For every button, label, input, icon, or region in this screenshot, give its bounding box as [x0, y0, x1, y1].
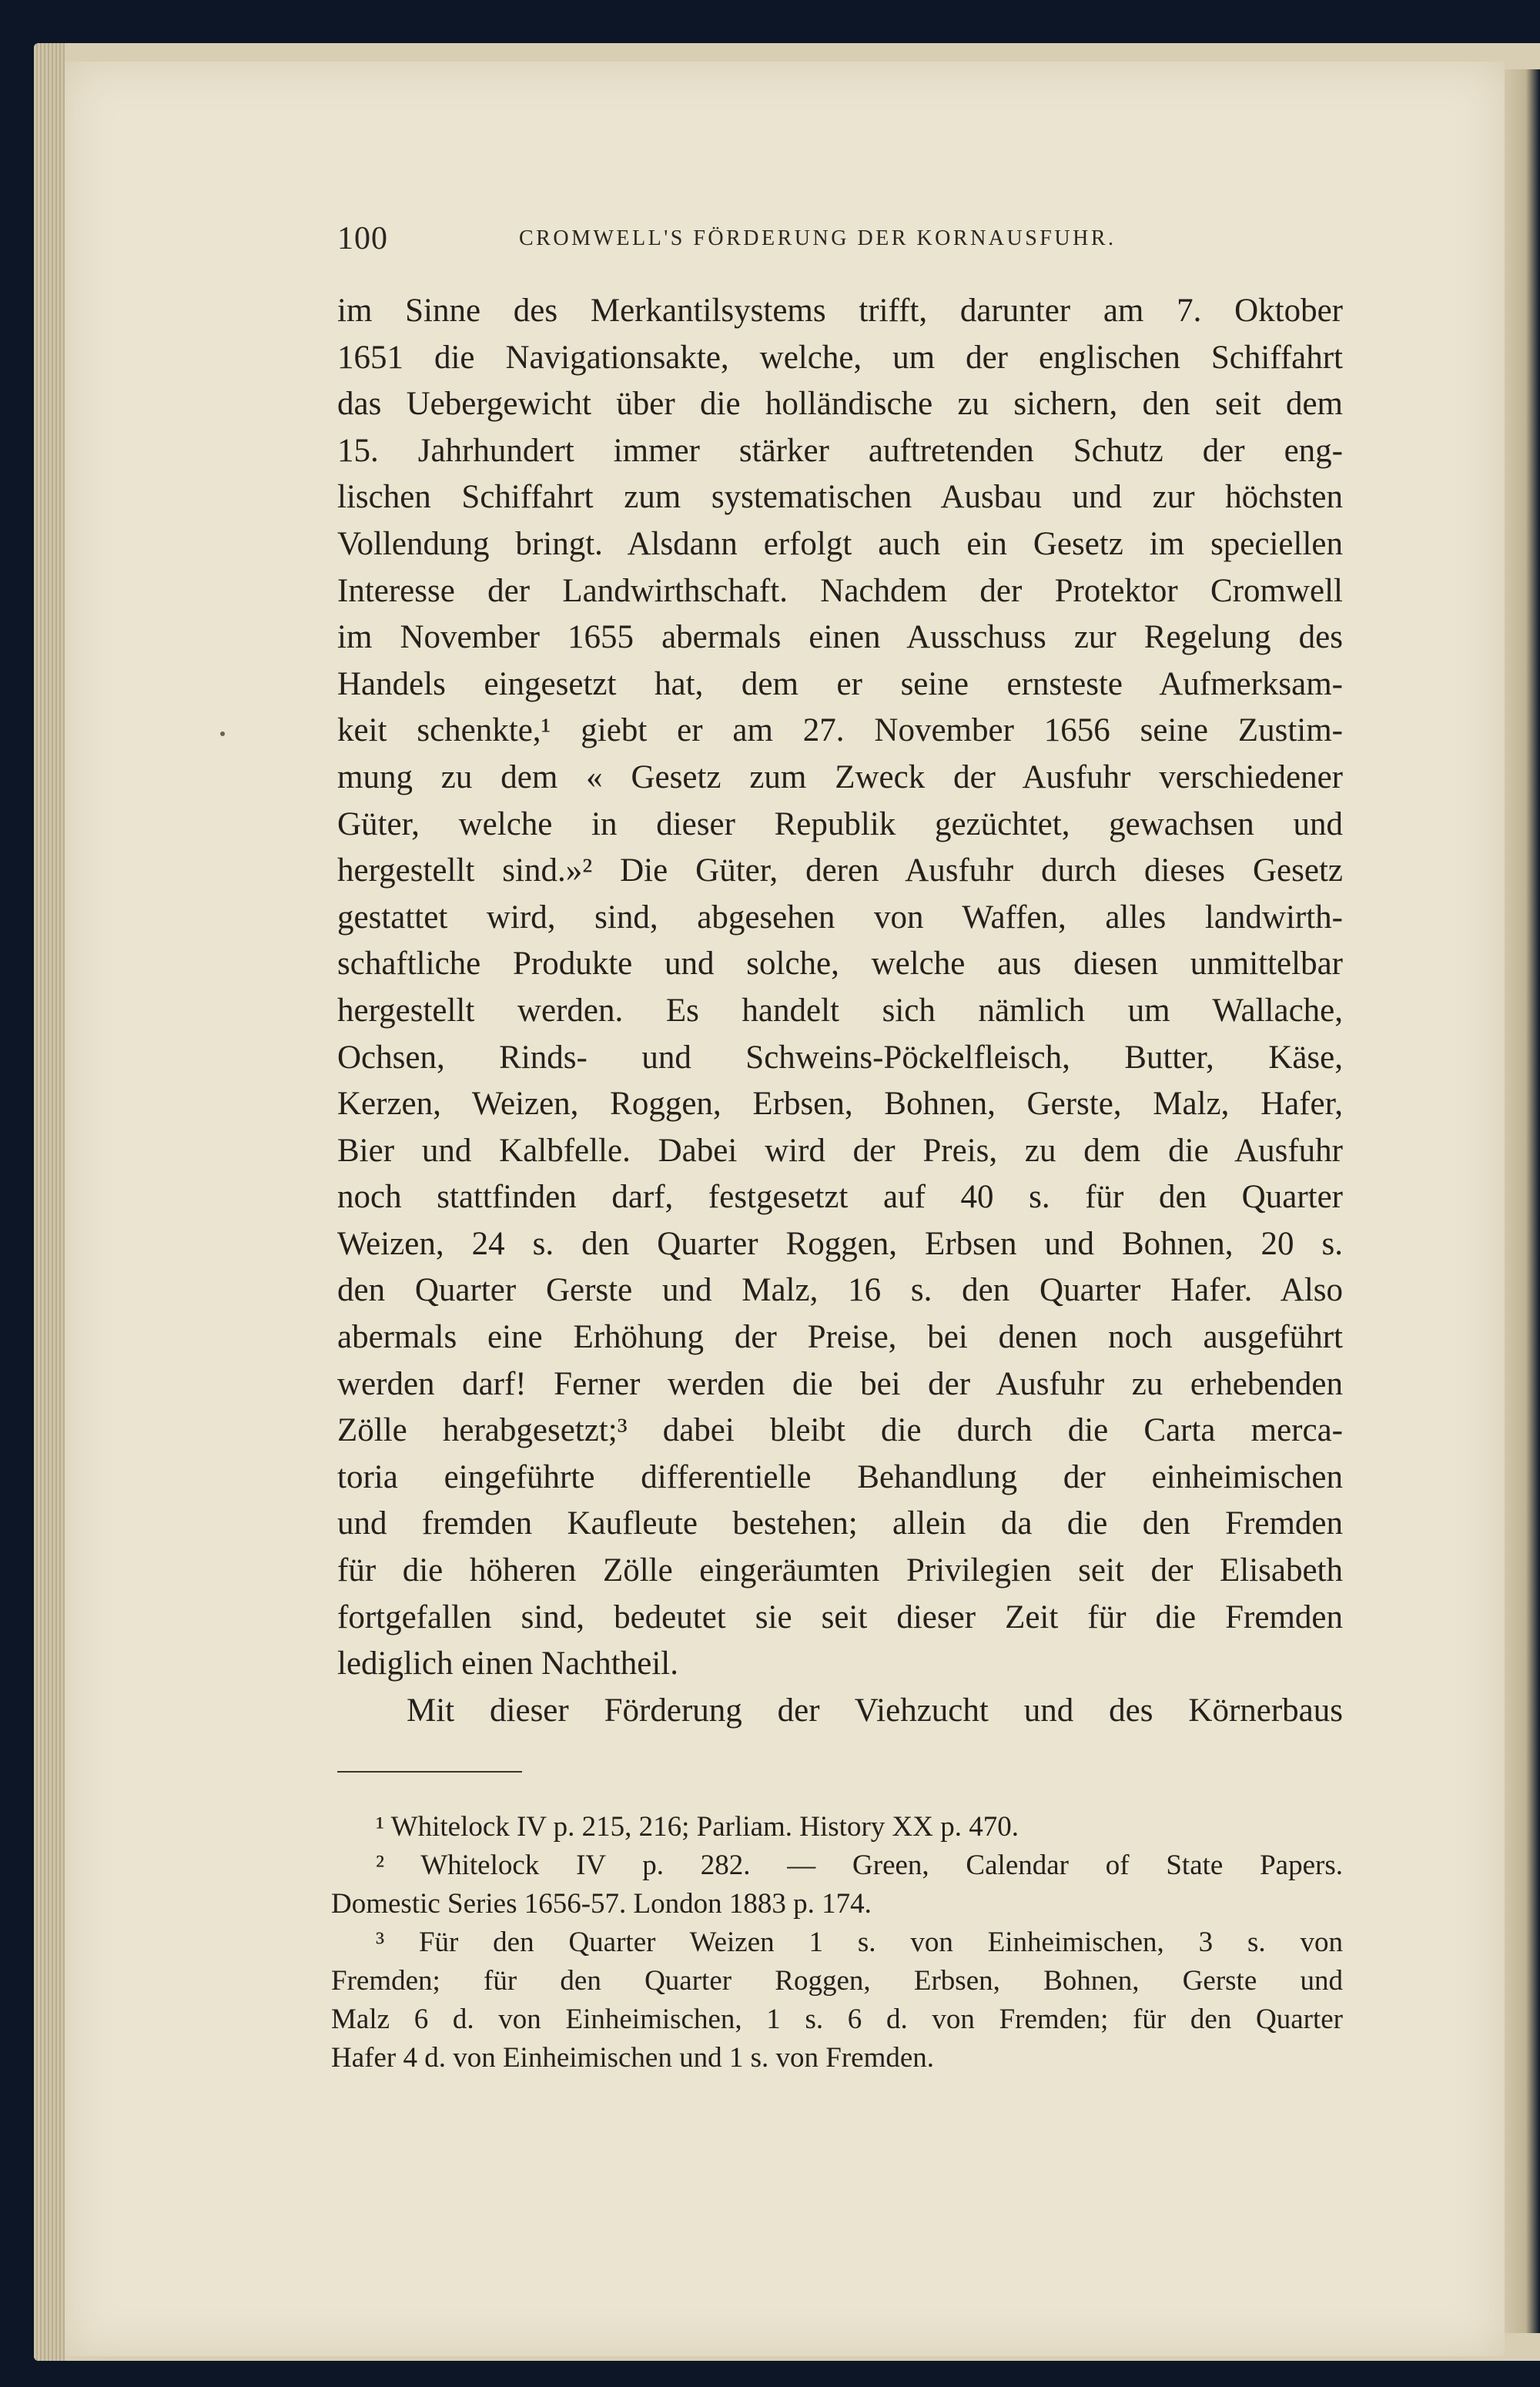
footnote-line: Malz 6 d. von Einheimischen, 1 s. 6 d. von Fremden; für den Quarter — [331, 2004, 1343, 2035]
footnote-rule — [337, 1771, 522, 1773]
text-line: Kerzen, Weizen, Roggen, Erbsen, Bohnen, Gerste, Malz, Hafer, — [337, 1086, 1343, 1123]
footnote-line: ¹ Whitelock IV p. 215, 216; Parliam. History XX p. 470. — [376, 1811, 1019, 1843]
paper-spot — [220, 732, 225, 736]
text-line: Vollendung bringt. Alsdann erfolgt auch ein Gesetz im speciellen — [337, 525, 1343, 562]
text-line: fortgefallen sind, bedeutet sie seit dieser Zeit für die Fremden — [337, 1599, 1343, 1635]
text-line: das Uebergewicht über die holländische zu sichern, den seit dem — [337, 386, 1343, 423]
body-text — [337, 288, 1343, 1734]
text-line: lediglich einen Nachtheil. — [337, 1645, 678, 1682]
text-line: 1651 die Navigationsakte, welche, um der englischen Schiffahrt — [337, 339, 1343, 376]
footnote-line: ³ Für den Quarter Weizen 1 s. von Einheimischen, 3 s. von — [376, 1927, 1343, 1958]
text-line: Interesse der Landwirthschaft. Nachdem der Protektor Cromwell — [337, 572, 1343, 609]
running-title: CROMWELL'S FÖRDERUNG DER KORNAUSFUHR. — [519, 226, 1116, 250]
text-line: 15. Jahrhundert immer stärker auftretenden Schutz der eng- — [337, 432, 1343, 469]
text-line: und fremden Kaufleute bestehen; allein da die den Fremden — [337, 1505, 1343, 1542]
text-line: für die höheren Zölle eingeräumten Privilegien seit der Elisabeth — [337, 1552, 1343, 1589]
page-number: 100 — [337, 221, 388, 256]
footnote-line: ² Whitelock IV p. 282. — Green, Calendar of State Papers. — [376, 1850, 1343, 1881]
text-line: den Quarter Gerste und Malz, 16 s. den Quarter Hafer. Also — [337, 1272, 1343, 1309]
text-line: lischen Schiffahrt zum systematischen Ausbau und zur höchsten — [337, 479, 1343, 516]
text-line: hergestellt sind.»² Die Güter, deren Ausfuhr durch dieses Gesetz — [337, 852, 1343, 889]
text-line: mung zu dem « Gesetz zum Zweck der Ausfuhr verschiedener — [337, 758, 1343, 795]
text-line: Ochsen, Rinds- und Schweins-Pöckelfleisch, Butter, Käse, — [337, 1039, 1343, 1076]
text-line: toria eingeführte differentielle Behandlung der einheimischen — [337, 1458, 1343, 1495]
running-head — [337, 220, 1377, 259]
text-line: Zölle herabgesetzt;³ dabei bleibt die durch die Carta merca- — [337, 1412, 1343, 1449]
footnotes — [331, 1808, 1343, 2077]
footnote-line: Domestic Series 1656-57. London 1883 p. 174. — [331, 1888, 872, 1920]
text-line: Güter, welche in dieser Republik gezüchtet, gewachsen und — [337, 805, 1343, 842]
text-line: Weizen, 24 s. den Quarter Roggen, Erbsen und Bohnen, 20 s. — [337, 1225, 1343, 1262]
text-line: im Sinne des Merkantilsystems trifft, darunter am 7. Oktober — [337, 293, 1343, 329]
book-gutter — [1505, 69, 1540, 2333]
text-line: im November 1655 abermals einen Ausschuss zur Regelung des — [337, 619, 1343, 656]
text-line: Bier und Kalbfelle. Dabei wird der Preis, zu dem die Ausfuhr — [337, 1132, 1343, 1169]
text-line: werden darf! Ferner werden die bei der Ausfuhr zu erhebenden — [337, 1365, 1343, 1402]
text-line: noch stattfinden darf, festgesetzt auf 40 s. für den Quarter — [337, 1179, 1343, 1216]
text-line: keit schenkte,¹ giebt er am 27. November 1656 seine Zustim- — [337, 712, 1343, 749]
text-line: abermals eine Erhöhung der Preise, bei denen noch ausgeführt — [337, 1319, 1343, 1356]
text-line: hergestellt werden. Es handelt sich nämlich um Wallache, — [337, 992, 1343, 1029]
footnote-line: Hafer 4 d. von Einheimischen und 1 s. von Fremden. — [331, 2042, 935, 2074]
text-line: gestattet wird, sind, abgesehen von Waffen, alles landwirth- — [337, 899, 1343, 936]
footnote-line: Fremden; für den Quarter Roggen, Erbsen, Bohnen, Gerste und — [331, 1965, 1343, 1997]
text-line: schaftliche Produkte und solche, welche aus diesen unmittelbar — [337, 946, 1343, 983]
text-line: Handels eingesetzt hat, dem er seine ernsteste Aufmerksam- — [337, 665, 1343, 702]
text-line: Mit dieser Förderung der Viehzucht und des Körnerbaus — [407, 1692, 1343, 1729]
